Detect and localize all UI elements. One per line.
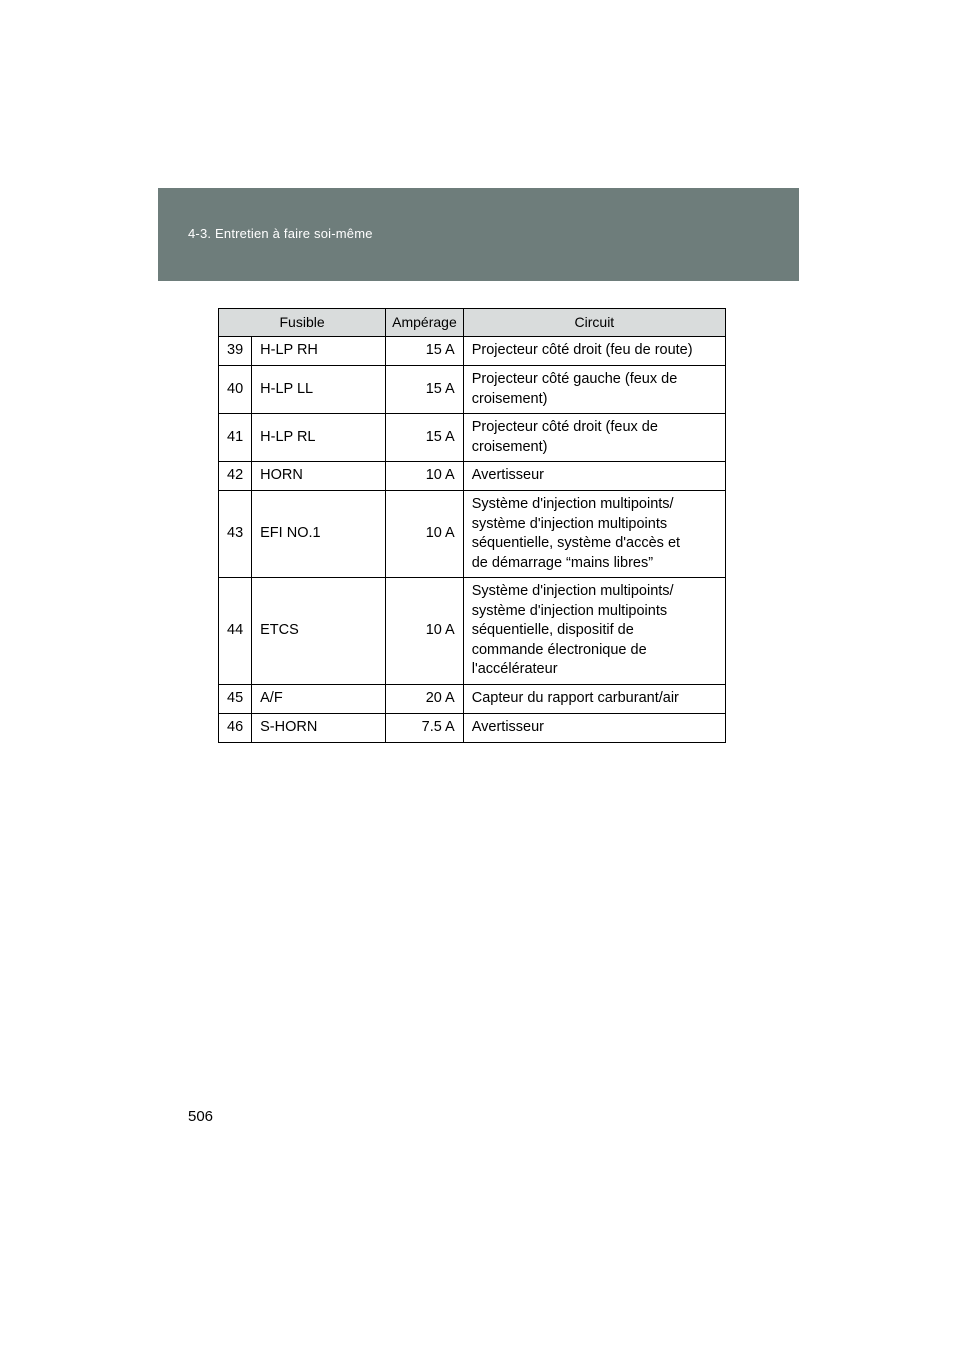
fuse-amperage: 15 A bbox=[386, 366, 464, 414]
fuse-number: 40 bbox=[219, 366, 252, 414]
fuse-number: 43 bbox=[219, 491, 252, 578]
fuse-name: EFI NO.1 bbox=[252, 491, 386, 578]
fuse-circuit: Avertisseur bbox=[463, 713, 725, 742]
column-header-amperage: Ampérage bbox=[386, 309, 464, 337]
fuse-number: 44 bbox=[219, 578, 252, 685]
fuse-circuit: Système d'injection multipoints/ système d'injection multipoints séquentielle, système d'accès et de démarrage “mains libres” bbox=[463, 491, 725, 578]
fuse-name: HORN bbox=[252, 462, 386, 491]
fuse-amperage: 10 A bbox=[386, 462, 464, 491]
fuse-number: 41 bbox=[219, 414, 252, 462]
fuse-circuit: Projecteur côté gauche (feux de croisement) bbox=[463, 366, 725, 414]
fuse-name: H-LP RL bbox=[252, 414, 386, 462]
fuse-amperage: 10 A bbox=[386, 578, 464, 685]
fuse-circuit: Capteur du rapport carburant/air bbox=[463, 684, 725, 713]
table-row bbox=[219, 414, 726, 462]
fuse-amperage: 10 A bbox=[386, 491, 464, 578]
fuse-amperage: 15 A bbox=[386, 337, 464, 366]
fuse-number: 46 bbox=[219, 713, 252, 742]
fuse-amperage: 15 A bbox=[386, 414, 464, 462]
column-header-circuit: Circuit bbox=[463, 309, 725, 337]
fuse-name: S-HORN bbox=[252, 713, 386, 742]
fuse-amperage: 20 A bbox=[386, 684, 464, 713]
section-header bbox=[158, 188, 799, 281]
table-row bbox=[219, 684, 726, 713]
table-row bbox=[219, 462, 726, 491]
column-header-fuse: Fusible bbox=[219, 309, 386, 337]
table-row bbox=[219, 713, 726, 742]
fuse-circuit: Système d'injection multipoints/ système d'injection multipoints séquentielle, dispositif de commande électronique de l'accélérateur bbox=[463, 578, 725, 685]
fuse-name: H-LP LL bbox=[252, 366, 386, 414]
table-row bbox=[219, 578, 726, 685]
fuse-name: A/F bbox=[252, 684, 386, 713]
table-row bbox=[219, 337, 726, 366]
fuse-table bbox=[218, 308, 726, 743]
fuse-circuit: Avertisseur bbox=[463, 462, 725, 491]
page-number: 506 bbox=[188, 1108, 214, 1125]
fuse-number: 45 bbox=[219, 684, 252, 713]
fuse-number: 42 bbox=[219, 462, 252, 491]
fuse-name: H-LP RH bbox=[252, 337, 386, 366]
table-row bbox=[219, 366, 726, 414]
fuse-number: 39 bbox=[219, 337, 252, 366]
fuse-amperage: 7.5 A bbox=[386, 713, 464, 742]
table-row bbox=[219, 491, 726, 578]
fuse-name: ETCS bbox=[252, 578, 386, 685]
fuse-circuit: Projecteur côté droit (feu de route) bbox=[463, 337, 725, 366]
section-title: 4-3. Entretien à faire soi-même bbox=[188, 226, 373, 241]
fuse-circuit: Projecteur côté droit (feux de croisement) bbox=[463, 414, 725, 462]
table-header-row bbox=[219, 309, 726, 337]
